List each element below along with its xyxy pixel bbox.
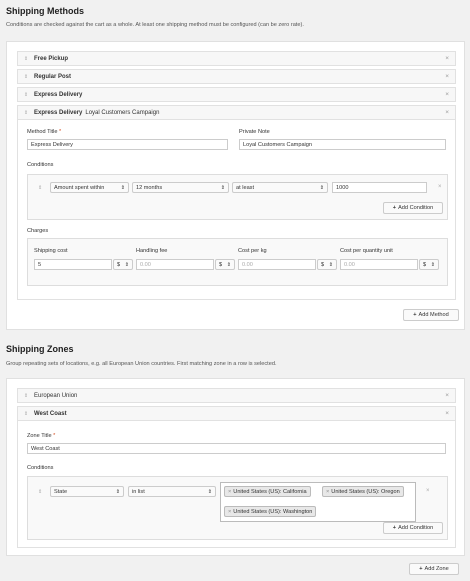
remove-tag-icon[interactable]: × (228, 488, 232, 495)
private-note-label: Private Note (239, 129, 270, 135)
drag-handle-icon[interactable]: ⇕ (23, 392, 29, 399)
method-note: Loyal Customers Campaign (85, 109, 160, 116)
plus-icon: + (392, 205, 397, 211)
handling-fee-currency-select[interactable]: $ ⇕ (215, 259, 235, 270)
drag-handle-icon[interactable]: ⇕ (23, 55, 29, 62)
remove-tag-icon[interactable]: × (228, 508, 232, 515)
select-arrow-icon: ⇕ (124, 261, 129, 268)
method-name: Express Delivery (34, 109, 83, 116)
zone-title-label: Zone Title * (27, 433, 56, 439)
conditions-box (27, 174, 448, 220)
zone-row-west-coast[interactable] (17, 406, 456, 421)
select-arrow-icon: ⇕ (430, 261, 435, 268)
condition-comparison-select[interactable]: at least ⇕ (232, 182, 328, 193)
cost-per-quantity-input[interactable]: 0.00 (340, 259, 418, 270)
drag-handle-icon[interactable]: ⇕ (23, 109, 29, 116)
method-row-regular-post[interactable] (17, 69, 456, 84)
drag-handle-icon[interactable]: ⇕ (38, 185, 43, 191)
zone-name: European Union (34, 392, 78, 399)
add-zone-button[interactable]: + Add Zone (409, 563, 459, 575)
drag-handle-icon[interactable]: ⇕ (23, 73, 29, 80)
remove-condition-icon[interactable]: × (438, 184, 442, 190)
remove-tag-icon[interactable]: × (326, 488, 330, 495)
remove-icon[interactable]: × (445, 55, 449, 62)
shipping-zones-description: Group repeating sets of locations, e.g. all European Union countries. First matching zone in a row is selected. (6, 361, 277, 367)
select-arrow-icon: ⇕ (220, 184, 225, 191)
add-method-button[interactable]: + Add Method (403, 309, 459, 321)
method-expanded-panel (17, 105, 456, 300)
zone-name: West Coast (34, 410, 67, 417)
method-row-free-pickup[interactable] (17, 51, 456, 66)
select-arrow-icon: ⇕ (115, 488, 120, 495)
private-note-input[interactable]: Loyal Customers Campaign (239, 139, 446, 150)
handling-fee-label: Handling fee (136, 248, 168, 254)
drag-handle-icon[interactable]: ⇕ (23, 91, 29, 98)
drag-handle-icon[interactable]: ⇕ (38, 489, 43, 495)
charges-label: Charges (27, 228, 49, 234)
handling-fee-input[interactable]: 0.00 (136, 259, 214, 270)
add-condition-button[interactable]: + Add Condition (383, 202, 443, 214)
charges-box (27, 238, 448, 286)
remove-icon[interactable]: × (445, 410, 449, 417)
zone-locations-multiselect[interactable] (220, 482, 416, 522)
shipping-cost-input[interactable]: 5 (34, 259, 112, 270)
condition-period-select[interactable]: 12 months ⇕ (132, 182, 229, 193)
zone-title-input[interactable]: West Coast (27, 443, 446, 454)
method-row-express-delivery[interactable] (17, 87, 456, 102)
remove-icon[interactable]: × (445, 392, 449, 399)
remove-icon[interactable]: × (445, 73, 449, 80)
zone-condition-type-select[interactable]: State ⇕ (50, 486, 124, 497)
select-arrow-icon: ⇕ (328, 261, 333, 268)
add-zone-condition-button[interactable]: + Add Condition (383, 522, 443, 534)
conditions-label: Conditions (27, 162, 54, 168)
method-name: Regular Post (34, 73, 72, 80)
method-title-input[interactable]: Express Delivery (27, 139, 228, 150)
cost-per-quantity-currency-select[interactable]: $ ⇕ (419, 259, 439, 270)
location-tag[interactable]: × United States (US): Washington (224, 506, 316, 517)
zone-row-european-union[interactable] (17, 388, 456, 403)
shipping-zones-title: Shipping Zones (6, 344, 74, 354)
drag-handle-icon[interactable]: ⇕ (23, 410, 29, 417)
select-arrow-icon: ⇕ (120, 184, 125, 191)
shipping-cost-label: Shipping cost (34, 248, 68, 254)
shipping-methods-panel (6, 41, 465, 330)
method-row-express-delivery-expanded[interactable] (17, 105, 456, 120)
method-name: Free Pickup (34, 55, 69, 62)
cost-per-kg-label: Cost per kg (238, 248, 267, 254)
required-marker: * (53, 433, 56, 439)
cost-per-quantity-label: Cost per quantity unit (340, 248, 393, 254)
shipping-methods-title: Shipping Methods (6, 6, 84, 16)
zone-conditions-box (27, 476, 448, 540)
cost-per-kg-currency-select[interactable]: $ ⇕ (317, 259, 337, 270)
plus-icon: + (392, 525, 397, 531)
zone-condition-comparison-select[interactable]: in list ⇕ (128, 486, 216, 497)
remove-condition-icon[interactable]: × (426, 488, 430, 494)
location-tag[interactable]: × United States (US): California (224, 486, 311, 497)
select-arrow-icon: ⇕ (226, 261, 231, 268)
cost-per-kg-input[interactable]: 0.00 (238, 259, 316, 270)
zone-conditions-label: Conditions (27, 465, 54, 471)
plus-icon: + (419, 566, 423, 572)
shipping-cost-currency-select[interactable]: $ ⇕ (113, 259, 133, 270)
remove-icon[interactable]: × (445, 91, 449, 98)
plus-icon: + (413, 312, 417, 318)
required-marker: * (59, 129, 62, 135)
shipping-zones-panel (6, 378, 465, 556)
remove-icon[interactable]: × (445, 109, 449, 116)
location-tag[interactable]: × United States (US): Oregon (322, 486, 404, 497)
method-title-label: Method Title * (27, 129, 62, 135)
select-arrow-icon: ⇕ (319, 184, 324, 191)
zone-expanded-panel (17, 406, 456, 548)
method-name: Express Delivery (34, 91, 83, 98)
condition-value-input[interactable]: 1000 (332, 182, 427, 193)
condition-type-select[interactable]: Amount spent within ⇕ (50, 182, 129, 193)
select-arrow-icon: ⇕ (207, 488, 212, 495)
shipping-methods-description: Conditions are checked against the cart as a whole. At least one shipping method must be configured (can be zero rate). (6, 22, 304, 28)
